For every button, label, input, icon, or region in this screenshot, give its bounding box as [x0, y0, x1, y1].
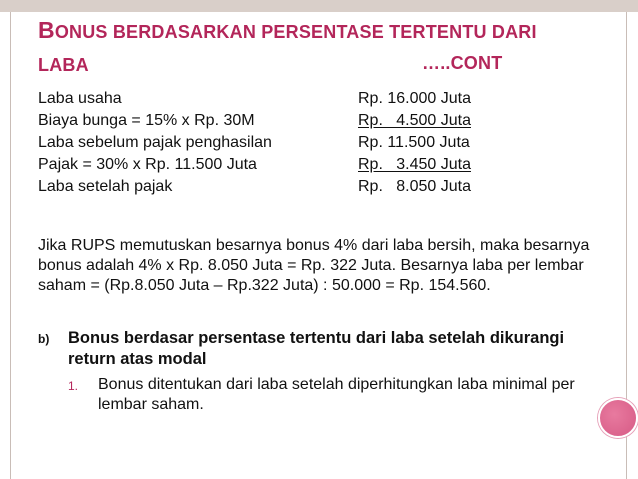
- title-line-2: LABA: [38, 55, 89, 75]
- row-value: Rp. 4.500 Juta: [358, 112, 471, 129]
- decorative-circle: [598, 398, 638, 438]
- table-row: [38, 110, 508, 132]
- row-value: Rp. 3.450 Juta: [358, 156, 471, 173]
- bonus-paragraph: Jika RUPS memutuskan besarnya bonus 4% dari laba bersih, maka besarnya bonus adalah 4% x Rp. 8.050 Juta = Rp. 322 Juta. Besarnya laba per lembar saham = (Rp.8.050 Juta – Rp.322 Juta) : 50.000 = Rp. 154.560.: [38, 237, 590, 294]
- table-row: [38, 154, 508, 176]
- left-border-line: [10, 12, 11, 479]
- profit-table: [38, 88, 508, 198]
- sublist-marker-1: 1.: [68, 379, 79, 393]
- list-marker-b: b): [38, 332, 50, 346]
- title-cont: …..CONT: [422, 53, 503, 73]
- title-initial: B: [38, 17, 55, 43]
- list-item-b-text: Bonus berdasar persentase tertentu dari laba setelah dikurangi return atas modal: [68, 329, 565, 368]
- row-label: Pajak = 30% x Rp. 11.500 Juta: [38, 156, 257, 173]
- row-label: Laba sebelum pajak penghasilan: [38, 134, 272, 151]
- row-label: Biaya bunga = 15% x Rp. 30M: [38, 112, 255, 129]
- row-value: Rp. 8.050 Juta: [358, 178, 471, 195]
- sublist-item-1-text: Bonus ditentukan dari laba setelah diperhitungkan laba minimal per lembar saham.: [98, 376, 575, 413]
- title-line-1: [38, 14, 598, 49]
- row-value: Rp. 11.500 Juta: [358, 134, 470, 151]
- row-value: Rp. 16.000 Juta: [358, 90, 471, 107]
- slide-title: [38, 14, 598, 82]
- top-band: [0, 0, 638, 12]
- table-row: [38, 176, 508, 198]
- row-label: Laba usaha: [38, 90, 122, 107]
- title-line-1-text: ONUS BERDASARKAN PERSENTASE TERTENTU DARI: [54, 22, 537, 42]
- table-row: [38, 132, 508, 154]
- row-label: Laba setelah pajak: [38, 178, 173, 195]
- table-row: [38, 88, 508, 110]
